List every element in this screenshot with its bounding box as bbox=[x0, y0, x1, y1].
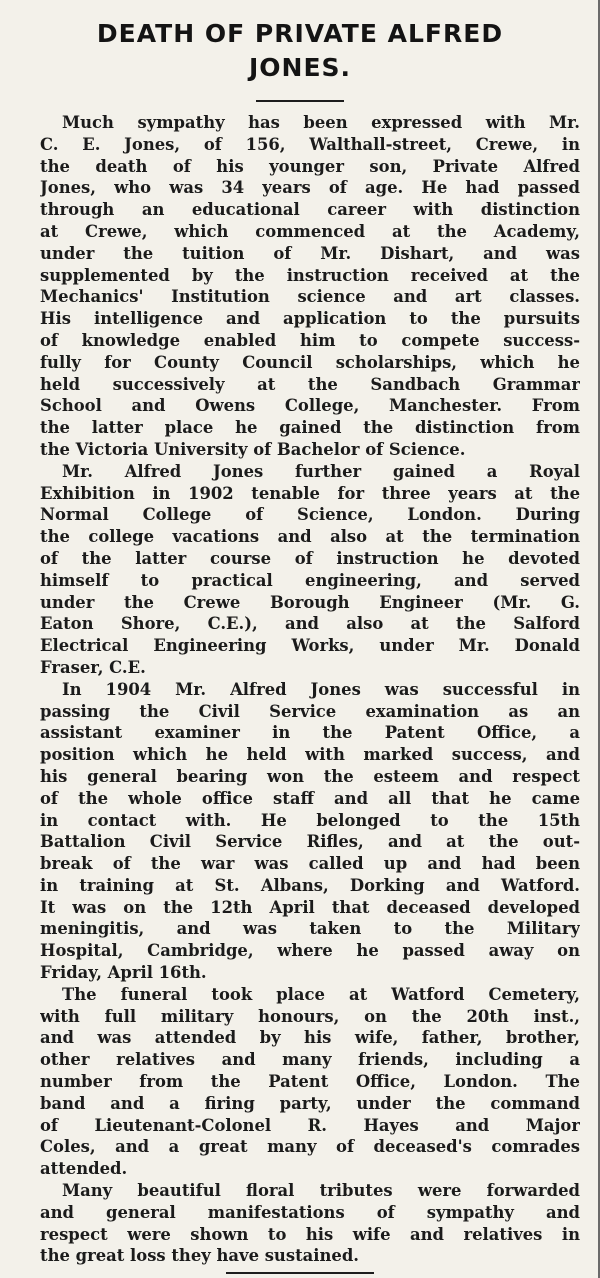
text-line: Hospital, Cambridge, where he passed away on bbox=[40, 941, 580, 961]
text-line: Electrical Engineering Works, under Mr. Donald bbox=[40, 636, 580, 656]
text-line: his general bearing won the esteem and respect bbox=[40, 766, 580, 786]
text-line: position which he held with marked success, and bbox=[40, 745, 580, 765]
text-line: The funeral took place at Watford Cemetery, bbox=[62, 984, 580, 1004]
text-line: of Lieutenant-Colonel R. Hayes and Major bbox=[40, 1115, 580, 1135]
text-line: under the Crewe Borough Engineer (Mr. G. bbox=[40, 592, 580, 612]
text-line: Friday, April 16th. bbox=[40, 963, 207, 983]
text-line: other relatives and many friends, including a bbox=[40, 1050, 580, 1070]
text-line: and general manifestations of sympathy and bbox=[40, 1202, 580, 1222]
text-line: Fraser, C.E. bbox=[40, 657, 146, 677]
text-line: through an educational career with distinction bbox=[40, 200, 580, 220]
text-line: In 1904 Mr. Alfred Jones was successful in bbox=[62, 679, 580, 699]
text-line: in contact with. He belonged to the 15th bbox=[40, 810, 580, 830]
text-line: of the latter course of instruction he devoted bbox=[40, 548, 580, 568]
text-line: held successively at the Sandbach Grammar bbox=[40, 374, 580, 394]
text-line: Coles, and a great many of deceased's comrades bbox=[40, 1137, 580, 1157]
text-line: assistant examiner in the Patent Office, a bbox=[40, 723, 580, 743]
text-line: Much sympathy has been expressed with Mr. bbox=[62, 113, 580, 132]
text-line: the college vacations and also at the termination bbox=[40, 527, 580, 547]
headline-line-2: JONES. bbox=[248, 53, 352, 82]
text-line: in training at St. Albans, Dorking and Watford. bbox=[40, 875, 580, 895]
text-line: of knowledge enabled him to compete success- bbox=[40, 330, 580, 350]
text-line: supplemented by the instruction received at the bbox=[40, 265, 580, 285]
text-line: the death of his younger son, Private Alfred bbox=[40, 156, 580, 176]
text-line: attended. bbox=[40, 1159, 128, 1179]
text-line: of the whole office staff and all that he came bbox=[40, 788, 580, 808]
headline-line-1: DEATH OF PRIVATE ALFRED bbox=[96, 19, 504, 48]
text-line: meningitis, and was taken to the Military bbox=[40, 919, 580, 939]
text-line: Normal College of Science, London. During bbox=[40, 505, 580, 525]
text-line: at Crewe, which commenced at the Academy, bbox=[40, 221, 580, 241]
text-line: passing the Civil Service examination as an bbox=[40, 701, 580, 721]
article-end-rule bbox=[226, 1272, 374, 1274]
text-line: Battalion Civil Service Rifles, and at the out- bbox=[40, 832, 580, 852]
text-line: His intelligence and application to the pursuits bbox=[40, 309, 580, 329]
text-line: with full military honours, on the 20th inst., bbox=[40, 1006, 580, 1026]
article-body bbox=[40, 112, 580, 1267]
text-line: number from the Patent Office, London. The bbox=[40, 1072, 580, 1092]
text-line: Mechanics' Institution science and art classes. bbox=[40, 287, 580, 307]
text-line: the latter place he gained the distinction from bbox=[40, 418, 580, 438]
text-line: C. E. Jones, of 156, Walthall-street, Crewe, in bbox=[40, 134, 580, 154]
text-line: Eaton Shore, C.E.), and also at the Salford bbox=[40, 614, 580, 634]
text-line: band and a firing party, under the command bbox=[40, 1093, 580, 1113]
text-line: Many beautiful floral tributes were forwarded bbox=[62, 1181, 580, 1201]
text-line: the great loss they have sustained. bbox=[40, 1246, 360, 1266]
headline-rule bbox=[256, 100, 344, 102]
text-line: School and Owens College, Manchester. From bbox=[40, 396, 580, 416]
text-line: break of the war was called up and had been bbox=[40, 854, 580, 874]
text-line: under the tuition of Mr. Dishart, and was bbox=[40, 243, 580, 263]
text-line: himself to practical engineering, and served bbox=[40, 570, 580, 590]
text-line: Exhibition in 1902 tenable for three years at the bbox=[40, 483, 580, 503]
text-line: respect were shown to his wife and relatives in bbox=[40, 1224, 580, 1244]
text-line: Mr. Alfred Jones further gained a Royal bbox=[62, 461, 580, 481]
text-line: Jones, who was 34 years of age. He had passed bbox=[40, 178, 580, 198]
text-line: the Victoria University of Bachelor of Science. bbox=[40, 439, 466, 459]
text-line: It was on the 12th April that deceased developed bbox=[40, 897, 580, 917]
text-line: and was attended by his wife, father, brother, bbox=[40, 1028, 580, 1048]
text-line: fully for County Council scholarships, which he bbox=[40, 352, 580, 372]
